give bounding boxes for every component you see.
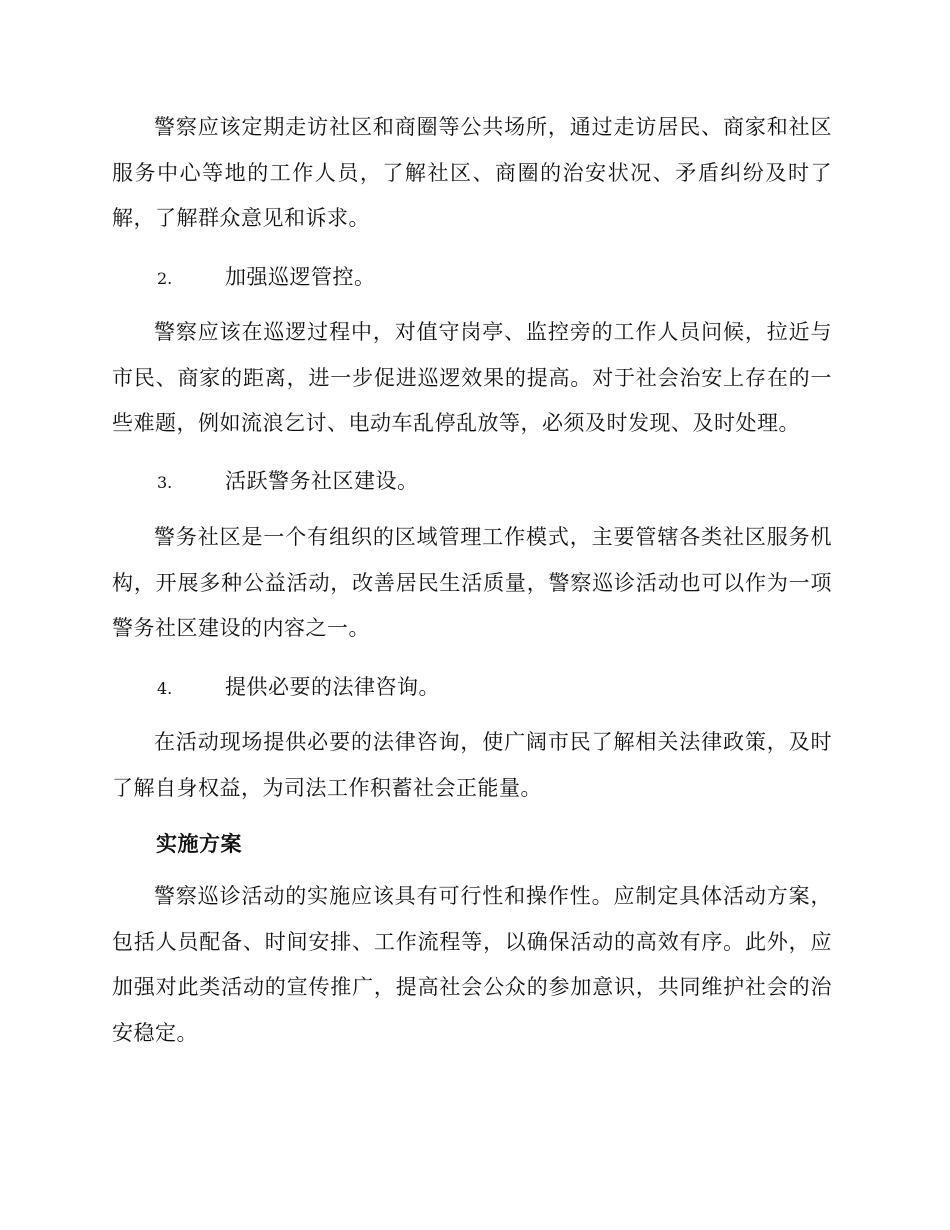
list-number: 4. [157, 679, 173, 698]
list-item-patrol [157, 262, 376, 292]
list-number: 2. [157, 269, 173, 288]
paragraph-police-community: 警务社区是一个有组织的区域管理工作模式，主要管辖各类社区服务机构，开展多种公益活动，改善居民生活质量，警察巡诊活动也可以作为一项警务社区建设的内容之一。 [112, 525, 832, 640]
list-item-legal-consulting [157, 672, 440, 702]
list-item-police-community [157, 466, 419, 496]
paragraph-legal-consulting: 在活动现场提供必要的法律咨询，使广阔市民了解相关法律政策，及时了解自身权益，为司法工作积蓄社会正能量。 [112, 730, 832, 800]
list-text: 活跃警务社区建设。 [225, 469, 419, 493]
paragraph-implementation: 警察巡诊活动的实施应该具有可行性和操作性。应制定具体活动方案，包括人员配备、时间安排、工作流程等，以确保活动的高效有序。此外，应加强对此类活动的宣传推广，提高社会公众的参加意识，共同维护社会的治安稳定。 [112, 884, 832, 1045]
section-heading: 实施方案 [156, 832, 242, 856]
list-number: 3. [157, 473, 173, 492]
paragraph-patrol: 警察应该在巡逻过程中，对值守岗亭、监控旁的工作人员问候，拉近与市民、商家的距离，进一步促进巡逻效果的提高。对于社会治安上存在的一些难题，例如流浪乞讨、电动车乱停乱放等，必须及时发现、及时处理。 [112, 320, 832, 435]
list-text: 提供必要的法律咨询。 [225, 675, 440, 699]
paragraph-visit-community: 警察应该定期走访社区和商圈等公共场所，通过走访居民、商家和社区服务中心等地的工作人员，了解社区、商圈的治安状况、矛盾纠纷及时了解，了解群众意见和诉求。 [112, 115, 832, 230]
list-text: 加强巡逻管控。 [225, 265, 376, 289]
